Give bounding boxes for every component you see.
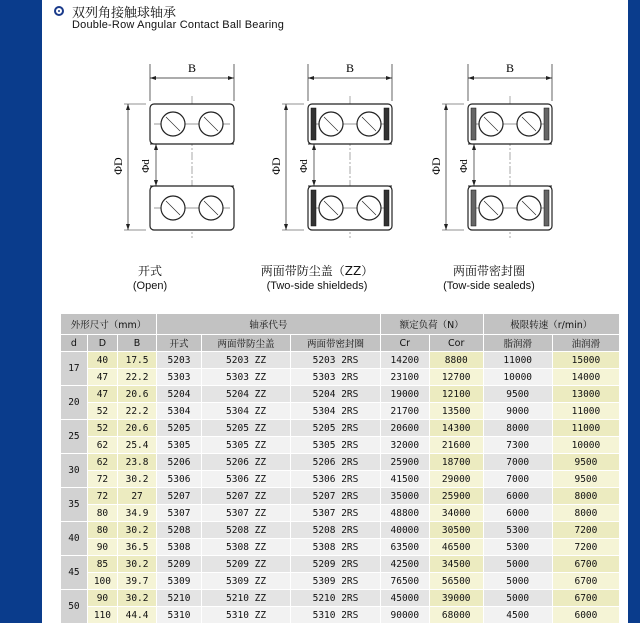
cell-cor: 14300 [429,420,483,437]
cell-B: 23.8 [118,454,157,471]
seal [544,108,549,140]
header-load: 额定负荷（N） [380,314,483,335]
caption-open [100,262,200,292]
arrow-icon [284,104,288,110]
cell-B: 30.2 [118,471,157,488]
cell-oil: 6700 [552,590,619,607]
label-outer: ΦD [429,157,443,175]
cell-cor: 34500 [429,556,483,573]
label-inner: Φd [458,159,470,173]
cell-zz: 5306 ZZ [201,471,290,488]
cell-d: 25 [61,420,88,454]
cell-rs: 5204 2RS [291,386,380,403]
cell-cor: 25900 [429,488,483,505]
header-oil: 油润滑 [552,335,619,352]
cell-oil: 8000 [552,505,619,522]
cell-cor: 12700 [429,369,483,386]
cell-zz: 5304 ZZ [201,403,290,420]
arrow-icon [126,104,130,110]
header-open: 开式 [157,335,202,352]
cell-cr: 23100 [380,369,429,386]
diagram-open [102,56,282,256]
header-rs: 两面带密封圈 [291,335,380,352]
seal [471,190,476,226]
cell-D: 62 [87,454,117,471]
cell-rs: 5203 2RS [291,352,380,369]
cell-cr: 48800 [380,505,429,522]
cell-D: 72 [87,471,117,488]
cell-zz: 5208 ZZ [201,522,290,539]
caption-zz-en: (Two-side shieldeds) [266,280,368,292]
cell-cor: 46500 [429,539,483,556]
seal [471,108,476,140]
table-row [61,488,620,505]
cell-grease: 7300 [483,437,552,454]
label-inner: Φd [140,159,152,173]
table-row [61,403,620,420]
cell-cr: 21700 [380,403,429,420]
arrow-icon [154,180,158,186]
cell-rs: 5207 2RS [291,488,380,505]
table-body [61,352,620,623]
cell-cr: 76500 [380,573,429,590]
cell-grease: 5000 [483,590,552,607]
table-row [61,454,620,471]
cell-zz: 5305 ZZ [201,437,290,454]
table-row [61,505,620,522]
section-title-cn: 双列角接触球轴承 [72,6,177,21]
arrow-icon [386,76,392,80]
cell-oil: 7200 [552,539,619,556]
cell-open: 5207 [157,488,202,505]
cell-rs: 5309 2RS [291,573,380,590]
cell-D: 72 [87,488,117,505]
cell-d: 35 [61,488,88,522]
caption-2rs-cn: 两面带密封圈 [452,264,525,278]
cell-rs: 5308 2RS [291,539,380,556]
cell-d: 50 [61,590,88,623]
cell-rs: 5205 2RS [291,420,380,437]
cell-oil: 14000 [552,369,619,386]
header-cor: Cor [429,335,483,352]
cell-cr: 45000 [380,590,429,607]
shield [311,190,316,226]
cell-D: 62 [87,437,117,454]
catalog-page [42,0,628,623]
arrow-icon [468,76,474,80]
arrow-icon [312,180,316,186]
cell-cor: 13500 [429,403,483,420]
table-row [61,607,620,623]
cell-D: 40 [87,352,117,369]
cell-open: 5209 [157,556,202,573]
cell-grease: 5000 [483,556,552,573]
arrow-icon [284,224,288,230]
diagram-zz [260,56,440,256]
cell-rs: 5209 2RS [291,556,380,573]
bearing-spec-table [60,313,620,623]
cell-open: 5203 [157,352,202,369]
header-d: d [61,335,88,352]
caption-open-cn: 开式 [137,264,162,278]
cell-cr: 40000 [380,522,429,539]
cell-grease: 9000 [483,403,552,420]
cell-cor: 21600 [429,437,483,454]
table-row [61,369,620,386]
cell-open: 5308 [157,539,202,556]
cell-D: 90 [87,539,117,556]
cell-zz: 5308 ZZ [201,539,290,556]
cell-rs: 5310 2RS [291,607,380,623]
cell-rs: 5208 2RS [291,522,380,539]
table-row [61,471,620,488]
cell-oil: 7200 [552,522,619,539]
cell-rs: 5303 2RS [291,369,380,386]
cell-B: 27 [118,488,157,505]
shield [384,190,389,226]
cell-oil: 6000 [552,607,619,623]
arrow-icon [472,144,476,150]
cell-open: 5306 [157,471,202,488]
cell-grease: 7000 [483,454,552,471]
cell-D: 90 [87,590,117,607]
cell-cor: 18700 [429,454,483,471]
cell-cr: 42500 [380,556,429,573]
shield [384,108,389,140]
cell-rs: 5210 2RS [291,590,380,607]
cell-zz: 5209 ZZ [201,556,290,573]
cell-cr: 35000 [380,488,429,505]
cell-B: 34.9 [118,505,157,522]
cell-B: 25.4 [118,437,157,454]
cell-open: 5303 [157,369,202,386]
cell-D: 52 [87,420,117,437]
cell-open: 5304 [157,403,202,420]
cell-open: 5307 [157,505,202,522]
cell-grease: 7000 [483,471,552,488]
cell-cor: 12100 [429,386,483,403]
cell-zz: 5204 ZZ [201,386,290,403]
cell-zz: 5205 ZZ [201,420,290,437]
cell-B: 17.5 [118,352,157,369]
cell-cr: 14200 [380,352,429,369]
cell-cor: 29000 [429,471,483,488]
table-row [61,573,620,590]
cell-zz: 5206 ZZ [201,454,290,471]
cell-D: 80 [87,522,117,539]
label-b: B [187,61,197,75]
table-row [61,386,620,403]
cell-D: 110 [87,607,117,623]
cell-oil: 6700 [552,573,619,590]
cell-cr: 41500 [380,471,429,488]
header-D: D [87,335,117,352]
cell-cr: 90000 [380,607,429,623]
label-outer: ΦD [111,157,125,175]
cell-grease: 5300 [483,539,552,556]
label-outer: ΦD [269,157,283,175]
cell-oil: 9500 [552,471,619,488]
cell-open: 5208 [157,522,202,539]
cell-grease: 9500 [483,386,552,403]
arrow-icon [472,180,476,186]
arrow-icon [154,144,158,150]
cell-d: 40 [61,522,88,556]
caption-2rs-en: (Tow-side sealeds) [443,280,535,292]
cell-B: 20.6 [118,420,157,437]
cell-B: 22.2 [118,403,157,420]
cell-cr: 20600 [380,420,429,437]
arrow-icon [546,76,552,80]
cell-D: 85 [87,556,117,573]
cell-grease: 6000 [483,488,552,505]
cell-open: 5305 [157,437,202,454]
table-row [61,420,620,437]
diagram-2rs [420,56,600,256]
cell-cr: 63500 [380,539,429,556]
cell-oil: 10000 [552,437,619,454]
table-row [61,437,620,454]
cell-grease: 6000 [483,505,552,522]
cell-B: 22.2 [118,369,157,386]
arrow-icon [308,76,314,80]
cell-D: 80 [87,505,117,522]
cell-oil: 15000 [552,352,619,369]
caption-zz [232,262,402,292]
cell-oil: 11000 [552,420,619,437]
cell-d: 45 [61,556,88,590]
cell-B: 44.4 [118,607,157,623]
table-row [61,352,620,369]
header-B: B [118,335,157,352]
cell-rs: 5304 2RS [291,403,380,420]
section-bullet-icon [54,6,64,16]
caption-open-en: (Open) [132,280,168,292]
arrow-icon [444,104,448,110]
arrow-icon [444,224,448,230]
cell-d: 17 [61,352,88,386]
table-row [61,556,620,573]
section-title-en: Double-Row Angular Contact Ball Bearing [72,19,285,31]
cell-cor: 56500 [429,573,483,590]
label-inner: Φd [298,159,310,173]
header-grease: 脂润滑 [483,335,552,352]
cell-zz: 5310 ZZ [201,607,290,623]
cell-grease: 10000 [483,369,552,386]
header-cr: Cr [380,335,429,352]
cell-B: 39.7 [118,573,157,590]
seal [544,190,549,226]
cell-oil: 13000 [552,386,619,403]
cell-d: 20 [61,386,88,420]
cell-open: 5205 [157,420,202,437]
cell-B: 30.2 [118,556,157,573]
arrow-icon [228,76,234,80]
cell-rs: 5306 2RS [291,471,380,488]
cell-open: 5310 [157,607,202,623]
cell-grease: 5300 [483,522,552,539]
cell-D: 100 [87,573,117,590]
cell-zz: 5207 ZZ [201,488,290,505]
cell-cor: 39000 [429,590,483,607]
table-row [61,539,620,556]
cell-cr: 32000 [380,437,429,454]
cell-rs: 5206 2RS [291,454,380,471]
header-code: 轴承代号 [157,314,381,335]
cell-zz: 5210 ZZ [201,590,290,607]
arrow-icon [126,224,130,230]
cell-d: 30 [61,454,88,488]
cell-oil: 8000 [552,488,619,505]
label-b: B [505,61,515,75]
cell-zz: 5203 ZZ [201,352,290,369]
cell-open: 5309 [157,573,202,590]
cell-grease: 8000 [483,420,552,437]
cell-zz: 5307 ZZ [201,505,290,522]
cell-cor: 68000 [429,607,483,623]
cell-open: 5210 [157,590,202,607]
cell-B: 30.2 [118,590,157,607]
cell-B: 20.6 [118,386,157,403]
caption-zz-cn: 两面带防尘盖（ZZ） [260,264,374,278]
arrow-icon [150,76,156,80]
cell-grease: 4500 [483,607,552,623]
cell-rs: 5307 2RS [291,505,380,522]
cell-cr: 25900 [380,454,429,471]
header-dims: 外形尺寸（mm） [61,314,157,335]
cell-open: 5206 [157,454,202,471]
cell-zz: 5303 ZZ [201,369,290,386]
cell-open: 5204 [157,386,202,403]
label-b: B [345,61,355,75]
shield [311,108,316,140]
cell-zz: 5309 ZZ [201,573,290,590]
cell-B: 30.2 [118,522,157,539]
cell-D: 47 [87,369,117,386]
arrow-icon [312,144,316,150]
cell-B: 36.5 [118,539,157,556]
cell-D: 47 [87,386,117,403]
caption-2rs [414,262,564,292]
header-speed: 极限转速（r/min） [483,314,619,335]
cell-grease: 11000 [483,352,552,369]
header-zz: 两面带防尘盖 [201,335,290,352]
cell-oil: 11000 [552,403,619,420]
cell-cor: 8800 [429,352,483,369]
cell-grease: 5000 [483,573,552,590]
table-row [61,590,620,607]
cell-oil: 9500 [552,454,619,471]
cell-cor: 30500 [429,522,483,539]
cell-D: 52 [87,403,117,420]
cell-rs: 5305 2RS [291,437,380,454]
table-row [61,522,620,539]
cell-oil: 6700 [552,556,619,573]
cell-cr: 19000 [380,386,429,403]
cell-cor: 34000 [429,505,483,522]
